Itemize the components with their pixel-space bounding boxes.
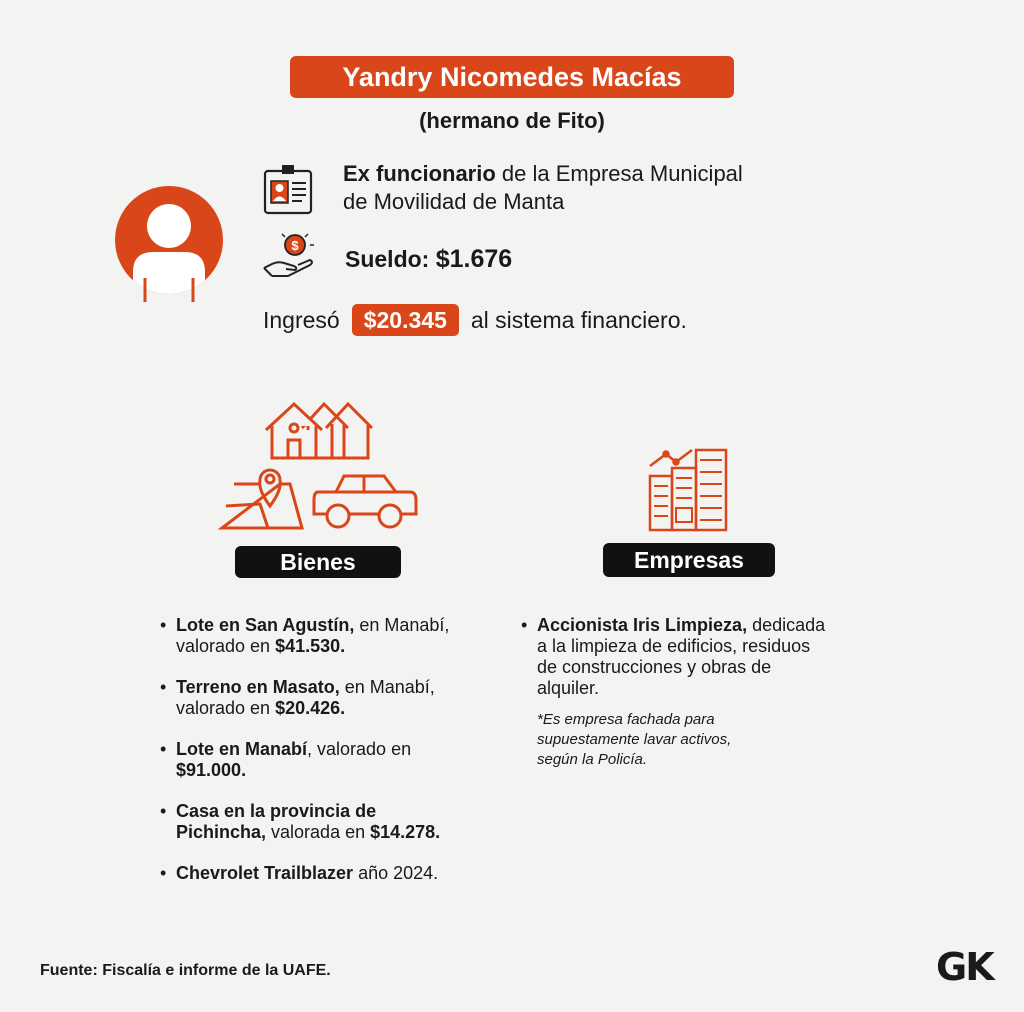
item-value: $14.278. [370, 822, 441, 842]
role-text [343, 160, 743, 216]
role-bold: Ex funcionario [343, 161, 496, 186]
item-value: $20.426. [275, 698, 346, 718]
salary-value: $1.676 [435, 245, 513, 273]
list-item [160, 863, 500, 884]
id-badge-icon [262, 163, 314, 215]
bullet-icon: • [160, 677, 167, 697]
item-bold: Accionista Iris Limpieza, [537, 615, 748, 635]
item-bold-2: Pichincha, [176, 822, 267, 842]
ingreso-post: al sistema financiero. [470, 306, 687, 333]
car-icon [312, 472, 418, 530]
item-rest: en Manabí, [354, 615, 450, 635]
item-line: alquiler. [537, 678, 600, 698]
ingreso-amount: $20.345 [352, 304, 459, 336]
subtitle: (hermano de Fito) [419, 108, 605, 133]
item-rest: año 2024. [353, 863, 439, 883]
item-value: $91.000. [176, 760, 247, 780]
item-bold: Casa en la provincia de [176, 801, 377, 821]
person-avatar-icon [115, 186, 223, 302]
bienes-label: Bienes [235, 546, 401, 578]
gk-logo: GK [936, 945, 993, 989]
empresas-list [521, 615, 881, 709]
source-text: Fuente: Fiscalía e informe de la UAFE. [40, 962, 331, 979]
bullet-icon: • [160, 863, 167, 883]
empresa-note [537, 710, 731, 770]
item-bold: Lote en San Agustín, [176, 615, 355, 635]
role-line2: de Movilidad de Manta [343, 189, 565, 214]
empresas-label: Empresas [603, 543, 775, 577]
item-bold: Terreno en Masato, [176, 677, 340, 697]
note-line: *Es empresa fachada para [537, 711, 715, 728]
money-hand-icon [262, 232, 316, 280]
bullet-icon: • [160, 739, 167, 759]
list-item [160, 801, 500, 843]
item-line2: valorado en [176, 698, 276, 718]
item-line: de construcciones y obras de [537, 657, 772, 677]
bullet-icon: • [160, 801, 167, 821]
bullet-icon: • [521, 615, 528, 635]
list-item [160, 739, 500, 781]
salary-label: Sueldo: [345, 246, 436, 272]
item-rest: valorada en [266, 822, 371, 842]
list-item [521, 615, 881, 699]
item-bold: Lote en Manabí [176, 739, 308, 759]
list-item [160, 615, 500, 657]
bienes-list [160, 615, 500, 904]
title-pill [290, 56, 734, 98]
map-pin-icon [220, 466, 304, 530]
person-name: Yandry Nicomedes Macías [342, 61, 682, 92]
item-line: a la limpieza de edificios, residuos [537, 636, 811, 656]
note-line: según la Policía. [537, 751, 648, 768]
houses-icon [264, 400, 374, 460]
item-bold: Chevrolet Trailblazer [176, 863, 354, 883]
svg-text:$: $ [291, 238, 299, 253]
salary-text [345, 245, 512, 274]
item-line2: valorado en [176, 636, 276, 656]
role-rest: de la Empresa Municipal [495, 161, 743, 186]
list-item [160, 677, 500, 719]
ingreso-pre: Ingresó [263, 306, 340, 333]
item-rest: , valorado en [307, 739, 412, 759]
item-value: $41.530. [275, 636, 346, 656]
item-rest: dedicada [747, 615, 826, 635]
ingreso-line [263, 304, 687, 336]
item-rest: en Manabí, [339, 677, 435, 697]
bullet-icon: • [160, 615, 167, 635]
buildings-chart-icon [648, 446, 732, 532]
note-line: supuestamente lavar activos, [537, 731, 732, 748]
